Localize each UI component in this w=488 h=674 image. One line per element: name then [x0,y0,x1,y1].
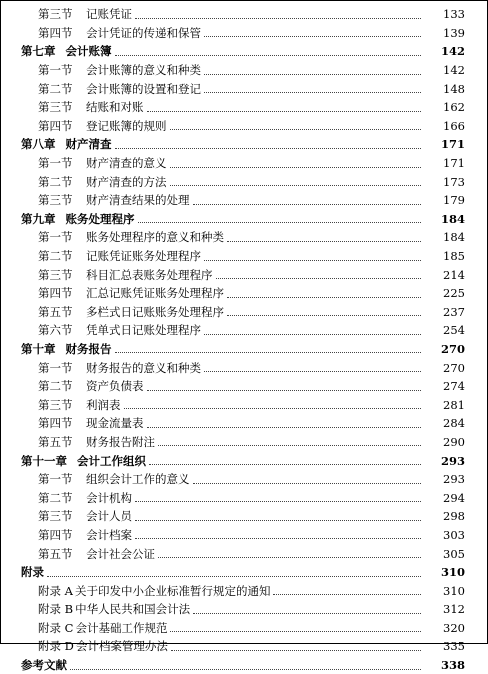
entry-page-number: 338 [440,658,465,673]
dot-leader [138,222,422,223]
entry-page-number: 142 [443,63,465,78]
entry-number: 第三节 [38,7,73,22]
toc-appendix-entry[interactable] [1,637,487,656]
entry-page-number: 284 [443,416,465,431]
toc-section-entry[interactable] [1,433,487,452]
entry-number: 第二节 [38,249,73,264]
dot-leader [170,631,421,632]
toc-section-entry[interactable] [1,172,487,191]
dot-leader [70,669,421,670]
entry-title: 会计凭证的传递和保管 [86,25,201,40]
entry-title: 会计人员 [86,509,132,524]
toc-appendix-entry[interactable] [1,600,487,619]
toc-chapter-entry[interactable] [1,135,487,154]
entry-page-number: 179 [443,193,465,208]
toc-section-entry[interactable] [1,247,487,266]
entry-page-number: 312 [443,602,465,617]
dot-leader [135,520,421,521]
entry-number: 第九章 [21,211,56,226]
toc-section-entry[interactable] [1,395,487,414]
entry-title: 会计账簿的意义和种类 [86,63,201,78]
entry-title: 多栏式日记账账务处理程序 [86,304,224,319]
entry-number: 附录 D [38,639,74,654]
toc-section-entry[interactable] [1,5,487,24]
entry-number: 附录 B [38,602,74,617]
entry-title: 财务报告附注 [86,434,155,449]
entry-page-number: 270 [440,341,465,356]
toc-section-entry[interactable] [1,98,487,117]
entry-page-number: 184 [443,230,465,245]
entry-title: 参考文献 [21,658,67,673]
dot-leader [204,260,421,261]
toc-section-entry[interactable] [1,377,487,396]
entry-number: 第四节 [38,416,73,431]
entry-page-number: 184 [440,211,465,226]
entry-title: 记账凭证账务处理程序 [86,249,201,264]
entry-number: 附录 A [38,583,73,598]
entry-page-number: 310 [440,565,465,580]
dot-leader [147,111,422,112]
toc-chapter-entry[interactable] [1,656,487,674]
dot-leader [135,501,421,502]
entry-page-number: 133 [443,7,465,22]
entry-number: 第三节 [38,267,73,282]
entry-number: 第一节 [38,360,73,375]
dot-leader [170,167,422,168]
dot-leader [204,371,421,372]
toc-appendix-entry[interactable] [1,581,487,600]
entry-title: 凭单式日记账处理程序 [86,323,201,338]
entry-page-number: 293 [443,472,465,487]
dot-leader [227,315,421,316]
dot-leader [227,297,421,298]
toc-section-entry[interactable] [1,507,487,526]
dot-leader [149,464,421,465]
toc-section-entry[interactable] [1,544,487,563]
dot-leader [147,427,422,428]
entry-page-number: 185 [443,249,465,264]
dot-leader [193,483,422,484]
dot-leader [115,352,422,353]
table-of-contents [1,5,487,674]
dot-leader [204,334,421,335]
entry-number: 第二节 [38,379,73,394]
entry-title: 会计工作组织 [77,453,146,468]
toc-section-entry[interactable] [1,321,487,340]
entry-title: 会计档案 [86,527,132,542]
entry-title: 财产清查的方法 [86,174,167,189]
entry-number: 第五节 [38,304,73,319]
dot-leader [158,557,421,558]
entry-number: 第十一章 [21,453,67,468]
entry-number: 第一节 [38,63,73,78]
entry-number: 第八章 [21,137,56,152]
entry-number: 第一节 [38,156,73,171]
entry-number: 第四节 [38,527,73,542]
entry-title: 科目汇总表账务处理程序 [86,267,213,282]
entry-page-number: 335 [443,639,465,654]
dot-leader [115,55,422,56]
entry-page-number: 254 [443,323,465,338]
toc-section-entry[interactable] [1,228,487,247]
entry-number: 第三节 [38,509,73,524]
entry-title: 记账凭证 [86,7,132,22]
entry-title: 财务报告的意义和种类 [86,360,201,375]
entry-page-number: 274 [443,379,465,394]
entry-page-number: 293 [440,453,465,468]
dot-leader [170,185,422,186]
entry-title: 组织会计工作的意义 [86,472,190,487]
entry-title: 登记账簿的规则 [86,118,167,133]
dot-leader [216,278,422,279]
dot-leader [204,74,421,75]
entry-title: 财产清查的意义 [86,156,167,171]
entry-title: 现金流量表 [86,416,144,431]
entry-page-number: 171 [443,156,465,171]
entry-title: 关于印发中小企业标准暂行规定的通知 [74,583,271,598]
toc-section-entry[interactable] [1,470,487,489]
entry-page-number: 139 [443,25,465,40]
toc-section-entry[interactable] [1,117,487,136]
dot-leader [147,390,422,391]
entry-number: 第三节 [38,193,73,208]
entry-number: 第五节 [38,434,73,449]
entry-number: 第四节 [38,118,73,133]
entry-title: 结账和对账 [86,100,144,115]
toc-section-entry[interactable] [1,526,487,545]
entry-page-number: 310 [443,583,465,598]
entry-title: 财产清查 [65,137,112,152]
dot-leader [135,538,421,539]
toc-section-entry[interactable] [1,265,487,284]
dot-leader [171,650,421,651]
entry-title: 汇总记账凭证账务处理程序 [86,286,224,301]
dot-leader [124,408,422,409]
toc-section-entry[interactable] [1,284,487,303]
toc-appendix-entry[interactable] [1,619,487,638]
dot-leader [193,204,422,205]
entry-number: 第一节 [38,472,73,487]
entry-number: 第三节 [38,100,73,115]
entry-number: 第三节 [38,397,73,412]
entry-page-number: 162 [443,100,465,115]
entry-number: 第一节 [38,230,73,245]
entry-number: 第五节 [38,546,73,561]
entry-page-number: 142 [440,44,465,59]
entry-page-number: 148 [443,81,465,96]
entry-number: 第四节 [38,25,73,40]
entry-page-number: 290 [443,434,465,449]
toc-section-entry[interactable] [1,24,487,43]
toc-section-entry[interactable] [1,191,487,210]
toc-chapter-entry[interactable] [1,42,487,61]
toc-section-entry[interactable] [1,414,487,433]
entry-title: 会计账簿 [65,44,112,59]
entry-title: 会计基础工作规范 [75,620,168,635]
entry-page-number: 225 [443,286,465,301]
dot-leader [115,148,422,149]
entry-title: 会计机构 [86,490,132,505]
entry-number: 第二节 [38,174,73,189]
entry-page-number: 281 [443,397,465,412]
entry-number: 第二节 [38,81,73,96]
entry-title: 会计档案管理办法 [75,639,168,654]
entry-page-number: 303 [443,527,465,542]
dot-leader [204,92,421,93]
toc-section-entry[interactable] [1,154,487,173]
toc-section-entry[interactable] [1,303,487,322]
dot-leader [170,129,422,130]
dot-leader [273,594,421,595]
dot-leader [135,18,421,19]
entry-number: 第四节 [38,286,73,301]
toc-section-entry[interactable] [1,488,487,507]
entry-number: 附录 C [38,620,74,635]
entry-title: 资产负债表 [86,379,144,394]
entry-title: 会计社会公证 [86,546,155,561]
entry-number: 第二节 [38,490,73,505]
entry-title: 财务报告 [65,341,112,356]
toc-chapter-entry[interactable] [1,340,487,359]
toc-section-entry[interactable] [1,79,487,98]
toc-chapter-entry[interactable] [1,563,487,582]
entry-page-number: 298 [443,509,465,524]
entry-page-number: 294 [443,490,465,505]
toc-chapter-entry[interactable] [1,451,487,470]
dot-leader [227,241,421,242]
entry-title: 财产清查结果的处理 [86,193,190,208]
entry-page-number: 166 [443,118,465,133]
toc-section-entry[interactable] [1,61,487,80]
entry-title: 中华人民共和国会计法 [75,602,191,617]
entry-title: 会计账簿的设置和登记 [86,81,201,96]
toc-chapter-entry[interactable] [1,210,487,229]
entry-title: 附录 [21,565,44,580]
entry-page-number: 270 [443,360,465,375]
entry-page-number: 237 [443,304,465,319]
entry-page-number: 214 [443,267,465,282]
entry-page-number: 305 [443,546,465,561]
entry-title: 账务处理程序 [65,211,135,226]
entry-title: 利润表 [86,397,121,412]
entry-number: 第十章 [21,341,56,356]
dot-leader [47,576,421,577]
entry-page-number: 171 [440,137,465,152]
dot-leader [193,613,421,614]
entry-number: 第六节 [38,323,73,338]
entry-number: 第七章 [21,44,56,59]
toc-section-entry[interactable] [1,358,487,377]
dot-leader [158,445,421,446]
entry-page-number: 173 [443,174,465,189]
entry-page-number: 320 [443,620,465,635]
dot-leader [204,36,421,37]
entry-title: 账务处理程序的意义和种类 [86,230,224,245]
